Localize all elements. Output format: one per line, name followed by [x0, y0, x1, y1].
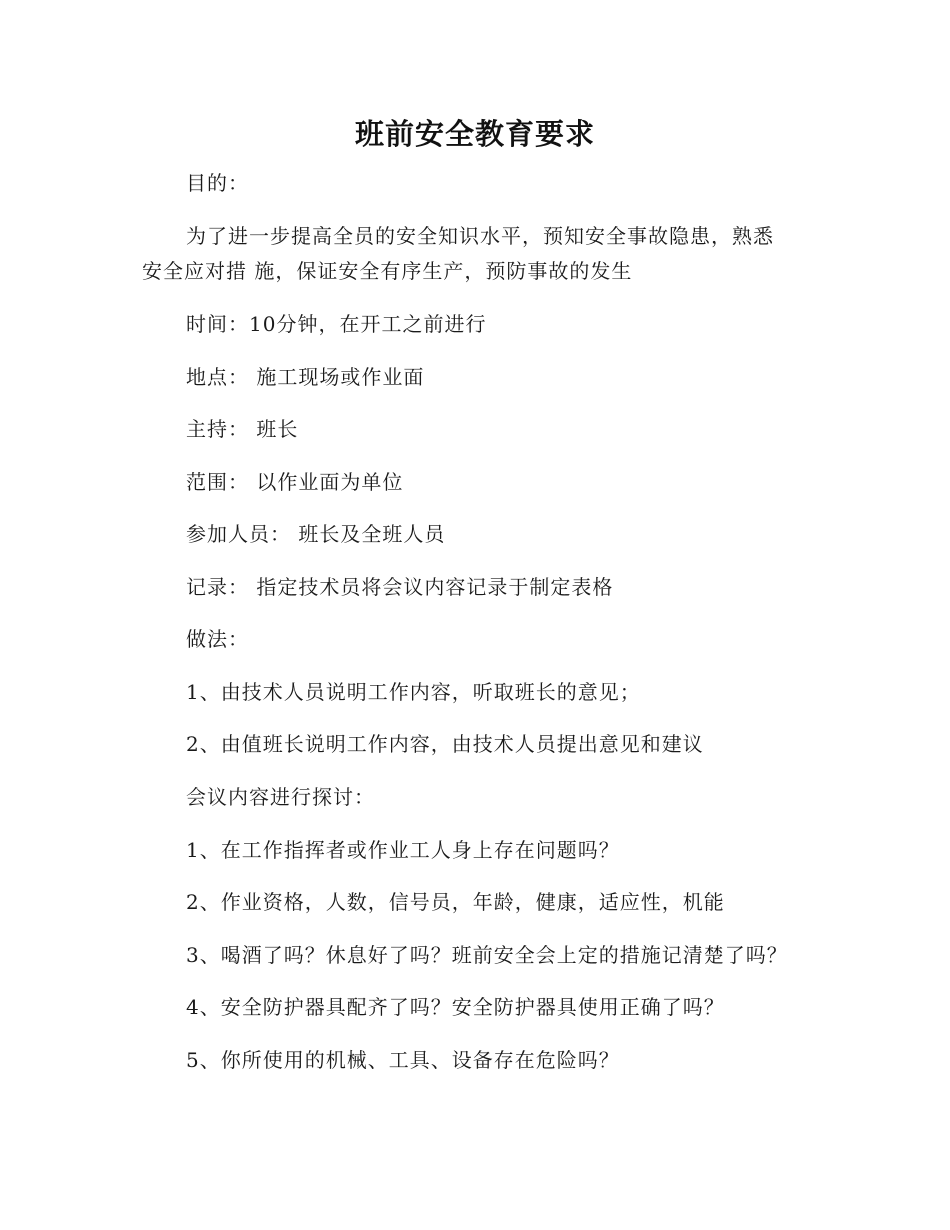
time-line: 时间：10分钟，在开工之前进行: [186, 312, 487, 336]
scope-line: 范围： 以作业面为单位: [186, 470, 404, 494]
method-item: 1、由技术人员说明工作内容，听取班长的意见；: [186, 680, 641, 704]
method-label: 做法：: [186, 627, 249, 651]
discussion-item: 2、作业资格，人数，信号员，年龄，健康，适应性，机能: [186, 890, 725, 914]
purpose-label: 目的：: [186, 171, 249, 195]
purpose-text-line-1: 为了进一步提高全员的安全知识水平，预知安全事故隐患，熟悉: [186, 224, 774, 248]
place-line: 地点： 施工现场或作业面: [186, 365, 425, 389]
document-title: 班前安全教育要求: [354, 117, 595, 151]
record-line: 记录： 指定技术员将会议内容记录于制定表格: [186, 575, 614, 599]
participants-line: 参加人员： 班长及全班人员: [186, 522, 446, 546]
discussion-item: 5、你所使用的机械、工具、设备存在危险吗？: [186, 1048, 620, 1072]
method-item: 2、由值班长说明工作内容，由技术人员提出意见和建议: [186, 732, 704, 756]
discussion-item: 4、安全防护器具配齐了吗？安全防护器具使用正确了吗？: [186, 995, 725, 1019]
discussion-label: 会议内容进行探讨：: [186, 785, 375, 809]
host-line: 主持： 班长: [186, 417, 299, 441]
purpose-text-line-2: 安全应对措 施，保证安全有序生产，预防事故的发生: [142, 259, 633, 283]
discussion-item: 1、在工作指挥者或作业工人身上存在问题吗？: [186, 838, 620, 862]
discussion-item: 3、喝酒了吗？休息好了吗？班前安全会上定的措施记清楚了吗？: [186, 943, 788, 967]
